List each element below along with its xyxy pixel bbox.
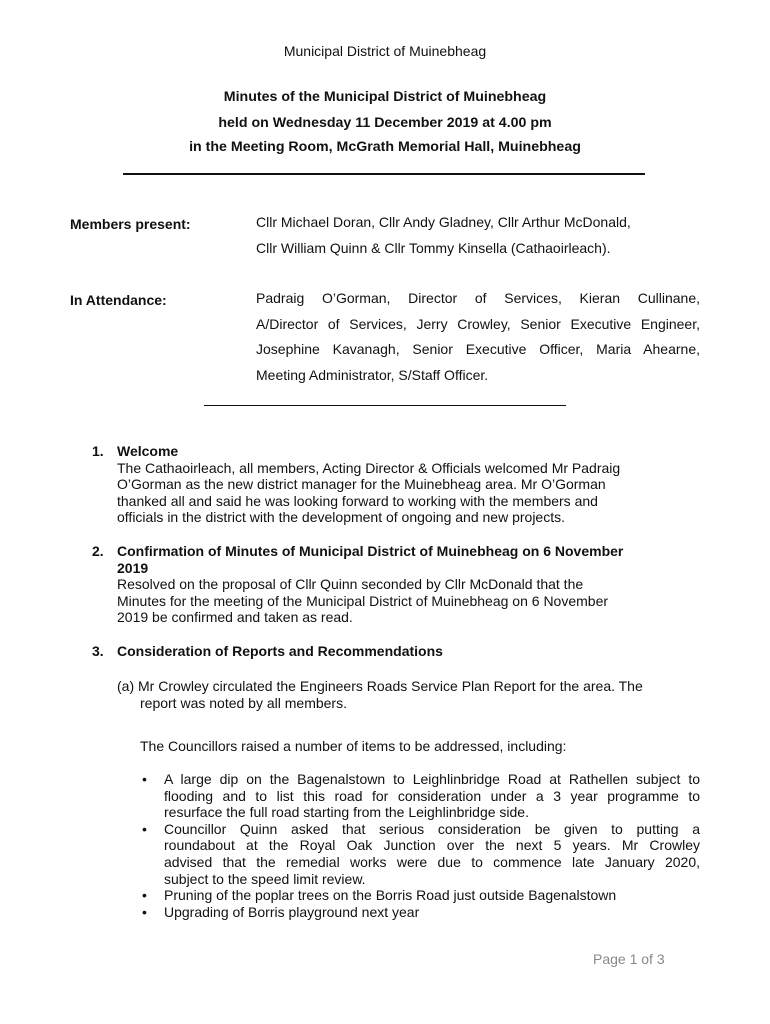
list-item — [140, 771, 700, 821]
members-present-list — [256, 210, 700, 261]
section-reports — [92, 643, 692, 660]
list-item-line: advised that the remedial works were due to commence late January 2020, — [164, 853, 700, 870]
members-line: Cllr Michael Doran, Cllr Andy Gladney, Cllr Arthur McDonald, — [256, 214, 631, 230]
district-header: Municipal District of Muinebheag — [283, 43, 487, 59]
attendance-line: Meeting Administrator, S/Staff Officer. — [256, 366, 489, 383]
section-title: Consideration of Reports and Recommendations — [117, 643, 443, 659]
list-item-line: Upgrading of Borris playground next year — [164, 903, 420, 920]
members-line: Cllr William Quinn & Cllr Tommy Kinsella (Cathaoirleach). — [256, 239, 611, 256]
attendance-line: Padraig O’Gorman, Director of Services, Kieran Cullinane, — [256, 290, 700, 306]
bullet-icon: • — [142, 887, 147, 904]
list-item-line: roundabout at the Royal Oak Junction over the next 5 years. Mr Crowley — [164, 837, 700, 854]
subsection-a-line: (a) Mr Crowley circulated the Engineers Roads Service Plan Report for the area. The — [117, 678, 643, 694]
bullet-icon: • — [142, 820, 147, 837]
section-body-line: The Cathaoirleach, all members, Acting Director & Officials welcomed Mr Padraig — [117, 459, 621, 476]
document-title-line-1: Minutes of the Municipal District of Muinebheag — [223, 89, 547, 105]
section-number: 3. — [92, 643, 104, 659]
section-confirmation-of-minutes — [92, 543, 692, 626]
section-body-line: Minutes for the meeting of the Municipal District of Muinebheag on 6 November — [117, 592, 609, 609]
list-item-line: flooding and to list this road for consideration under a 3 year programme to — [164, 787, 700, 804]
list-item — [140, 821, 700, 887]
attendance-label: In Attendance: — [70, 292, 167, 308]
subsection-a-line: report was noted by all members. — [140, 694, 347, 711]
attendance-line: Josephine Kavanagh, Senior Executive Officer, Maria Ahearne, — [256, 341, 700, 357]
members-present-label: Members present: — [70, 216, 191, 232]
list-item — [140, 887, 700, 904]
section-number: 1. — [92, 443, 104, 459]
section-title: Welcome — [117, 443, 179, 459]
title-divider — [123, 173, 645, 175]
section-number: 2. — [92, 543, 104, 559]
section-title-line: 2019 — [117, 559, 149, 576]
section-body-line: 2019 be confirmed and taken as read. — [117, 609, 353, 625]
list-item-line: resurface the full road starting from the Leighlinbridge side. — [164, 804, 529, 821]
list-item-line: Councillor Quinn asked that serious consideration be given to putting a — [164, 820, 700, 837]
bullet-icon: • — [142, 903, 147, 920]
councillor-items-list — [140, 771, 700, 920]
bullet-icon: • — [142, 771, 147, 787]
section-welcome — [92, 443, 692, 526]
attendance-divider — [204, 405, 566, 406]
section-body-line: O’Gorman as the new district manager for the Muinebheag area. Mr O’Gorman — [117, 476, 606, 492]
attendance-line: A/Director of Services, Jerry Crowley, Senior Executive Engineer, — [256, 315, 700, 332]
section-body-line: officials in the district with the development of ongoing and new projects. — [117, 509, 565, 525]
list-item — [140, 904, 700, 921]
councillors-intro: The Councillors raised a number of items to be addressed, including: — [140, 738, 567, 754]
document-title-line-2: held on Wednesday 11 December 2019 at 4.00 pm — [218, 115, 552, 131]
document-title-line-3: in the Meeting Room, McGrath Memorial Hall, Muinebheag — [189, 139, 581, 155]
page-number: Page 1 of 3 — [593, 951, 665, 967]
section-body-line: thanked all and said he was looking forward to working with the members and — [117, 492, 598, 509]
section-body-line: Resolved on the proposal of Cllr Quinn seconded by Cllr McDonald that the — [117, 576, 584, 592]
section-title-line: Confirmation of Minutes of Municipal District of Muinebheag on 6 November — [117, 543, 624, 559]
subsection-a — [117, 678, 707, 711]
attendance-list — [256, 286, 700, 388]
list-item-line: Pruning of the poplar trees on the Borris Road just outside Bagenalstown — [164, 887, 617, 904]
list-item-line: subject to the speed limit review. — [164, 870, 366, 887]
list-item-line: A large dip on the Bagenalstown to Leighlinbridge Road at Rathellen subject to — [164, 771, 700, 787]
